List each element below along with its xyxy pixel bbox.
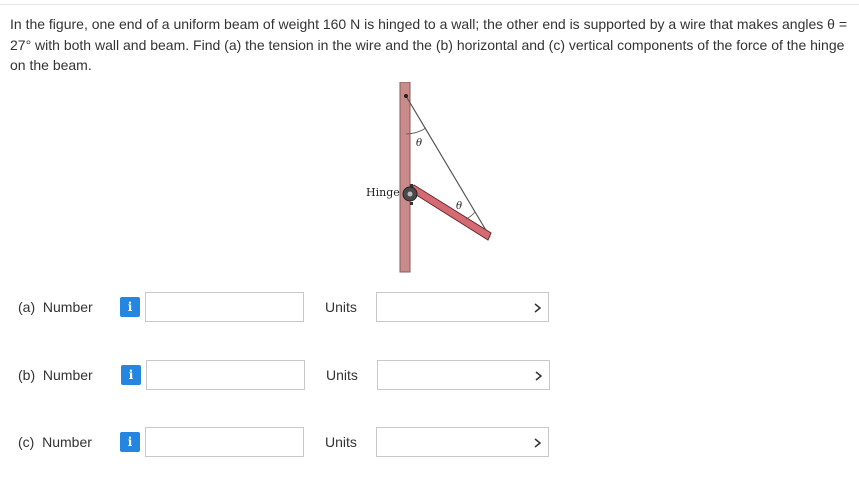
part-b-number-input[interactable] [146,360,305,390]
chevron-down-icon [533,302,543,314]
hinge-label: Hinge [366,186,400,199]
part-a-units-select[interactable] [376,292,549,322]
theta-label-top: θ [416,138,423,149]
part-a-number-input[interactable] [145,292,304,322]
chevron-down-icon [534,370,544,382]
part-c-units-label: Units [325,434,357,450]
part-b-row [0,360,859,394]
angle-arc-beam [466,212,475,219]
beam-figure [360,82,500,277]
part-c-number-input[interactable] [145,427,304,457]
part-a-row [0,292,859,326]
part-c-units-select[interactable] [376,427,549,457]
top-divider [0,4,859,5]
part-a-label: (a) Number [18,299,93,315]
part-b-units-label: Units [326,367,358,383]
chevron-down-icon [533,437,543,449]
wire-attach-point [404,94,408,98]
part-a-units-label: Units [325,299,357,315]
part-c-label: (c) Number [18,434,92,450]
theta-label-beam: θ [456,201,463,212]
beam [410,185,491,240]
wire [406,96,490,237]
info-icon[interactable]: i [120,297,140,317]
info-icon[interactable]: i [121,365,141,385]
part-b-units-select[interactable] [377,360,550,390]
info-icon[interactable]: i [120,432,140,452]
part-c-row [0,427,859,461]
wall [400,82,410,272]
part-b-label: (b) Number [18,367,93,383]
question-text: In the figure, one end of a uniform beam of weight 160 N is hinged to a wall; the other end is supported by a wire that makes angles θ = 27° with both wall and beam. Find (a) the tension in the wire and the (b) horizontal and (c) vertical components of the force of the hinge on the beam. [10,16,848,73]
